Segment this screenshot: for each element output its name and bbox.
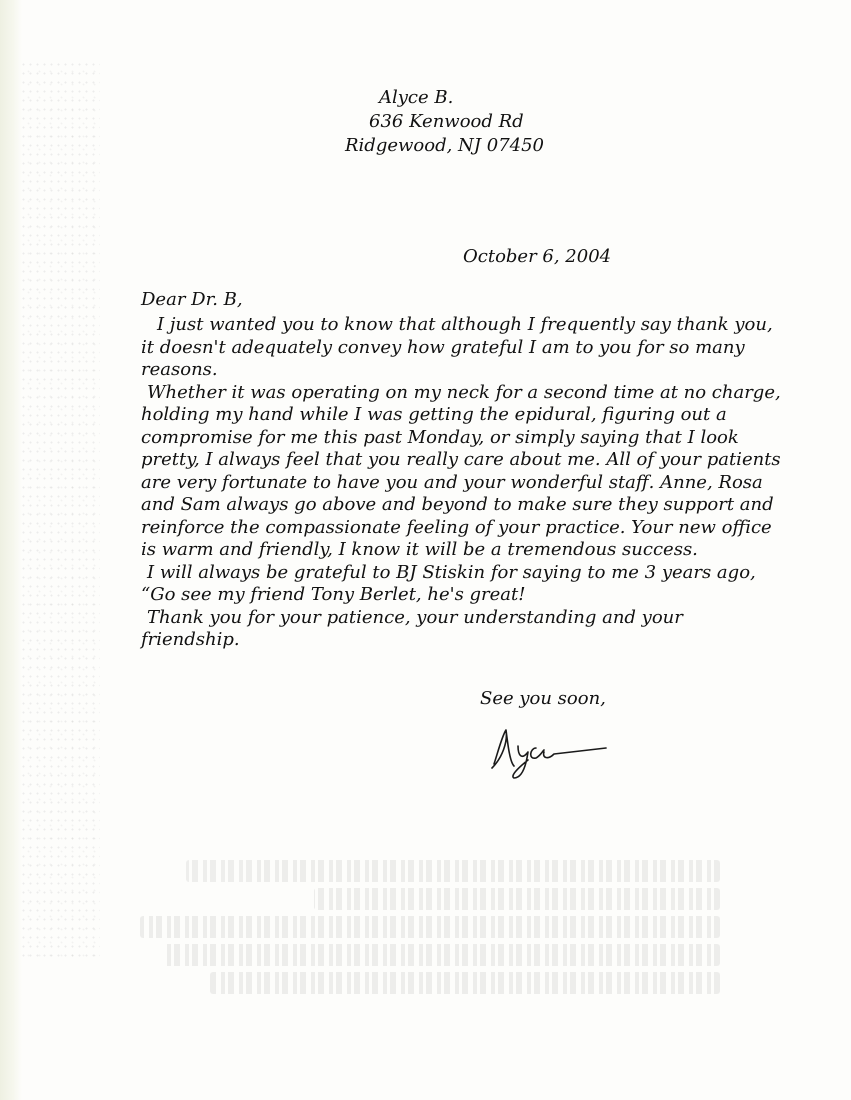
paragraph-4: Thank you for your patience, your understanding and your friendship. xyxy=(141,606,683,650)
sender-name: Alyce B. xyxy=(379,87,454,108)
salutation: Dear Dr. B, xyxy=(141,289,243,310)
paragraph-3: I will always be grateful to BJ Stiskin for saying to me 3 years ago, “Go see my friend Tony Berlet, he's great! xyxy=(141,561,756,605)
sender-street: 636 Kenwood Rd xyxy=(369,111,524,132)
sender-city: Ridgewood, NJ 07450 xyxy=(345,135,545,156)
sender-address xyxy=(345,86,544,158)
letter-body xyxy=(141,314,781,652)
letter-date: October 6, 2004 xyxy=(463,246,612,267)
closing: See you soon, xyxy=(480,688,606,709)
paragraph-2: Whether it was operating on my neck for a second time at no charge, holding my hand while I was getting the epidural, figuring out a compromise for me this past Monday, or simply saying that I look pretty, I always feel that you really care about me. All of your patients are very fortunate to have you and your wonderful staff. Anne, Rosa and Sam always go above and beyond to make sure they support and reinforce the compassionate feeling of your practice. Your new office is warm and friendly, I know it will be a tremendous success. xyxy=(141,381,781,560)
paragraph-1: I just wanted you to know that although I frequently say thank you, it doesn't adequately convey how grateful I am to you for so many reasons. xyxy=(141,314,773,380)
scan-speckle xyxy=(20,60,100,960)
handwritten-signature xyxy=(484,722,614,782)
reverse-side-bleed xyxy=(140,860,720,1010)
page-edge xyxy=(0,0,22,1100)
